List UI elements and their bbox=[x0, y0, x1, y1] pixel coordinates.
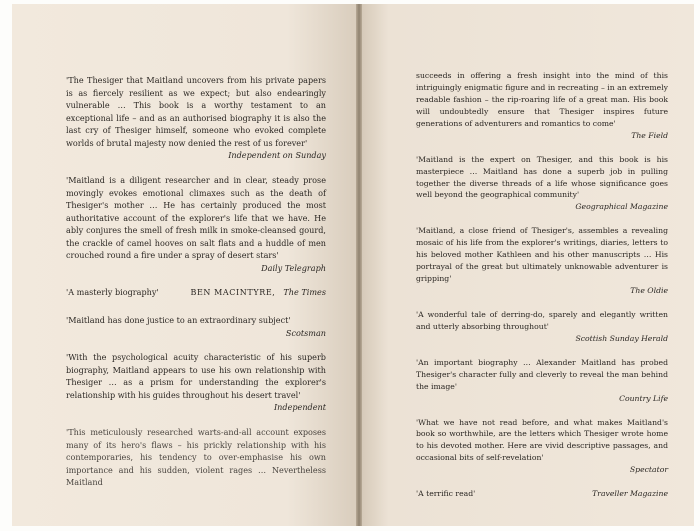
review-quote bbox=[416, 309, 668, 345]
review-source: Traveller Magazine bbox=[592, 489, 668, 499]
review-text: 'Maitland is a diligent researcher and in clear, steady prose movingly evokes emotional climaxes such as the death of Thesiger's mother … He has certainly produced the most authoritative account of the explorer's life that we have. He ably conjures the smell of fresh milk in smoke-cleansed gourd, the crackle of camel hooves on salt flats and a huddle of men crouched round a fire under a spray of desert stars' bbox=[66, 174, 326, 261]
review-text: 'Maitland has done justice to an extraordinary subject' bbox=[66, 315, 291, 325]
review-text: 'Maitland, a close friend of Thesiger's, assembles a revealing mosaic of his life from the explorer's writings, diaries, letters to his beloved mother Kathleen and his other manuscripts … His portrayal of the great but ultimately unknowable adventurer is gripping' bbox=[416, 226, 668, 284]
review-quote bbox=[416, 154, 668, 214]
review-source: Independent bbox=[273, 402, 326, 413]
review-text: 'A wonderful tale of derring-do, sparely and elegantly written and utterly absorbing throughout' bbox=[416, 309, 668, 331]
review-quote bbox=[66, 314, 326, 339]
review-source: Spectator bbox=[629, 465, 668, 475]
review-attribution bbox=[190, 286, 326, 300]
review-quote bbox=[66, 351, 326, 414]
review-author: BEN MACINTYRE, bbox=[190, 288, 276, 298]
review-quote bbox=[66, 174, 326, 275]
review-quote-inline bbox=[66, 286, 326, 300]
review-text: 'A masterly biography' bbox=[66, 287, 159, 298]
review-quote bbox=[66, 74, 326, 162]
review-text: 'An important biography … Alexander Maitland has probed Thesiger's character fully and cleverly to reveal the man behind the image' bbox=[416, 357, 668, 391]
review-text: 'The Thesiger that Maitland uncovers from his private papers is as fiercely resilient as we expect; but also endearingly vulnerable … This book is a worthy testament to an exceptional life – and as an authorised biography it is also the last cry of Thesiger himself, someone who evoked complete worlds of brutal majesty now denied the rest of us forever' bbox=[66, 75, 326, 148]
review-source: The Field bbox=[631, 130, 668, 140]
review-quote bbox=[416, 225, 668, 297]
review-quote bbox=[416, 417, 668, 477]
review-source: Scottish Sunday Herald bbox=[575, 333, 668, 343]
review-source: Geographical Magazine bbox=[575, 202, 668, 212]
review-source: Scotsman bbox=[285, 327, 326, 338]
review-source: The Times bbox=[283, 287, 326, 298]
review-text: 'Maitland is the expert on Thesiger, and this book is his masterpiece … Maitland has done a superb job in pulling together the diverse threads of a life whose significance goes well beyond the geographical community' bbox=[416, 154, 668, 200]
left-page bbox=[12, 4, 356, 526]
review-source: Daily Telegraph bbox=[261, 262, 326, 273]
review-text: 'What we have not read before, and what makes Maitland's book so worthwhile, are the letters which Thesiger wrote home to his devoted mother. Here are vivid descriptive passages, and occasional bits of self-revelation' bbox=[416, 417, 668, 463]
review-quote-inline bbox=[416, 488, 668, 500]
review-quote bbox=[416, 357, 668, 405]
right-page bbox=[362, 4, 694, 526]
left-review-column bbox=[66, 74, 326, 501]
review-quote bbox=[416, 70, 668, 142]
review-text: 'With the psychological acuity characteristic of his superb biography, Maitland appears to use his own relationship with Thesiger … as a prism for understanding the explorer's relationship with his guides throughout his desert travel' bbox=[66, 352, 326, 400]
book-spread bbox=[12, 4, 694, 526]
review-text: succeeds in offering a fresh insight into the mind of this intriguingly enigmatic figure and in recreating – in an extremely readable fashion – the rip-roaring life of a great man. His book will undoubtedly ensure that Thesiger inspires future generations of adventurers and romantics to come' bbox=[416, 71, 668, 128]
review-text: 'This meticulously researched warts-and-all account exposes many of its hero's flaws – his prickly relationship with his contemporaries, his tendency to over-emphasise his own importance and his sudden, violent rages … Nevertheless Maitland bbox=[66, 426, 326, 488]
review-source: The Oldie bbox=[630, 286, 668, 295]
right-review-column bbox=[416, 70, 668, 514]
review-source: Country Life bbox=[619, 393, 668, 403]
review-source: Independent on Sunday bbox=[228, 150, 326, 161]
review-quote bbox=[66, 426, 326, 489]
review-text: 'A terrific read' bbox=[416, 489, 476, 499]
